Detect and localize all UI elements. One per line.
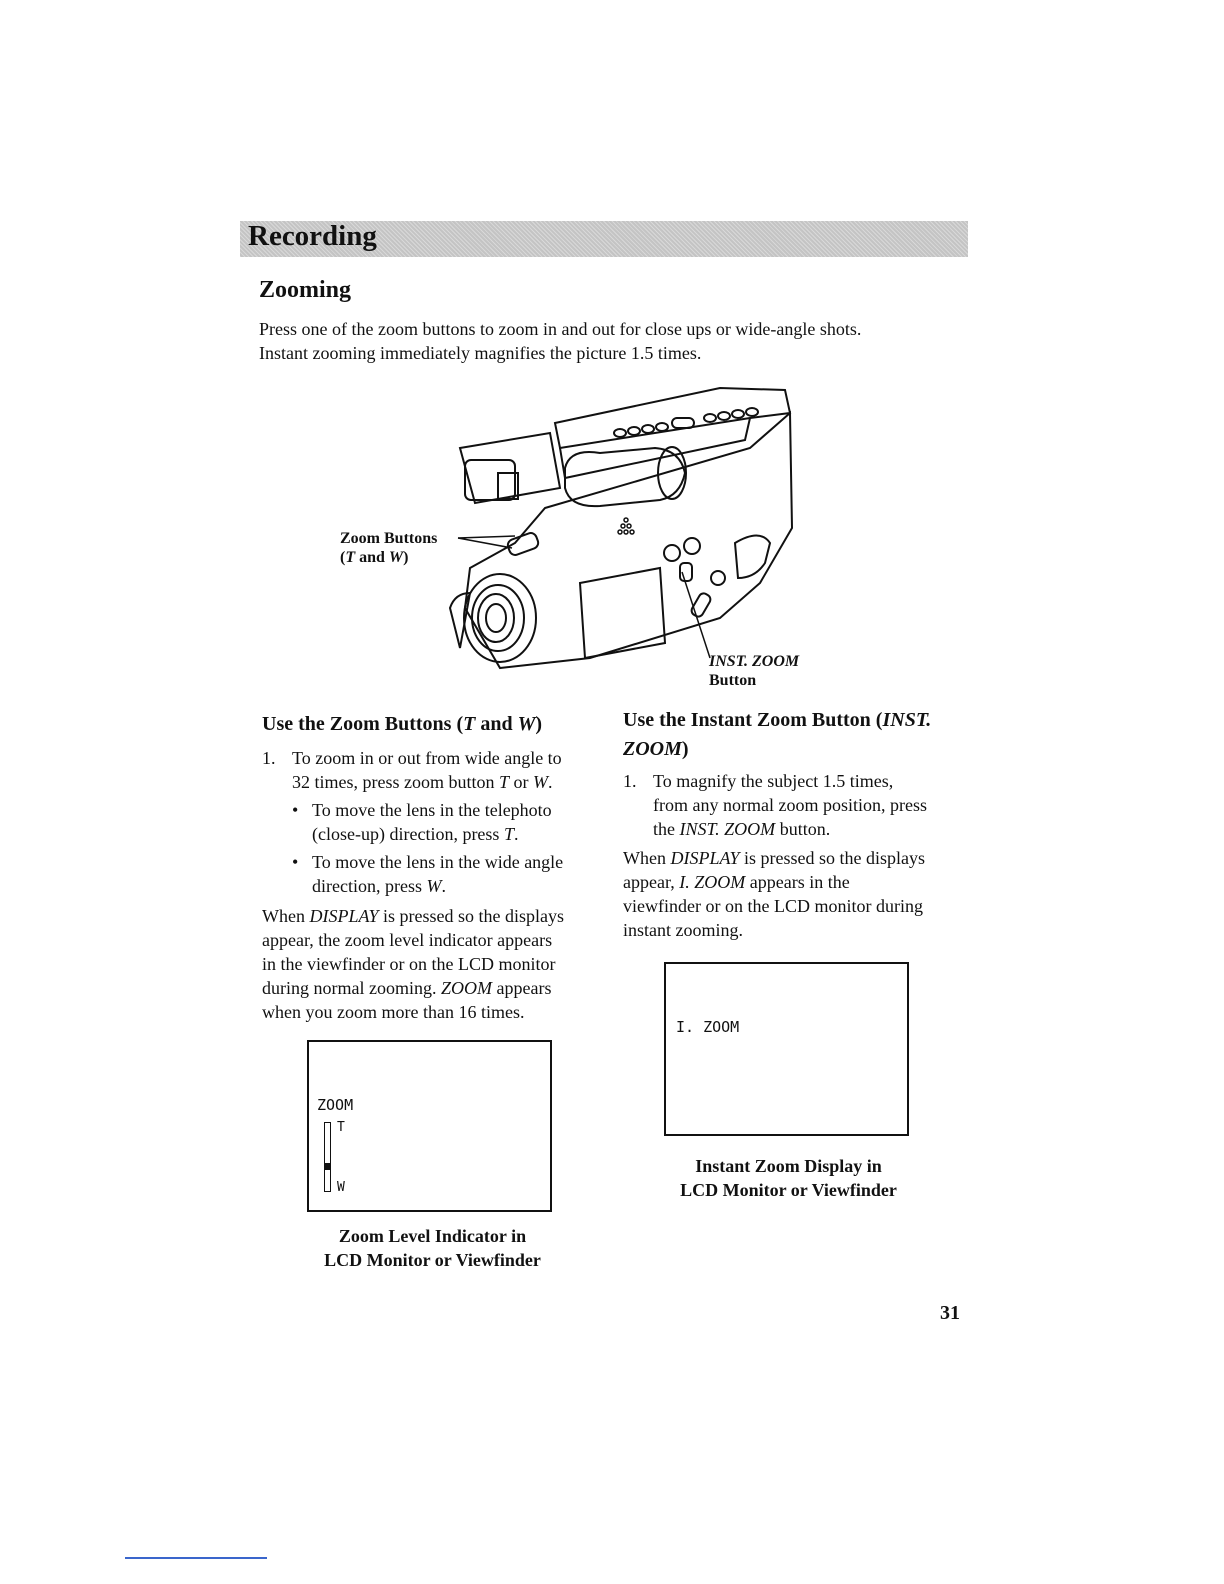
section-title: Recording [248,220,377,252]
zoom-buttons-label-and: and [355,549,389,566]
zoom-buttons-callout-line [458,538,512,548]
speaker-grille [618,518,634,534]
inst-zoom-label-line1: INST. ZOOM [709,653,800,670]
left-para-line2: appear, the zoom level indicator appears [262,930,553,950]
left-paragraph [262,904,564,1024]
zoom-level-screen [307,1040,552,1212]
left-heading-and: and [475,713,518,735]
screen-t-label: T [337,1120,345,1135]
left-step1-number: 1. [262,748,276,768]
zoom-level-caption-line1: Zoom Level Indicator in [338,1226,527,1246]
footer-rule [125,1557,267,1559]
inst-zoom-label-line2: Button [709,672,757,689]
left-step1-or: or [509,772,533,792]
left-step1-line1: To zoom in or out from wide angle to [292,748,562,768]
left-bullet2-line2-pre: direction, press [312,876,427,896]
left-para-line3: in the viewfinder or on the LCD monitor [262,954,556,974]
right-step1-line3-pre: the [653,819,680,839]
left-para-display: DISPLAY [309,906,379,926]
right-step1-inst-zoom: INST. ZOOM [679,819,776,839]
right-para-line3: viewfinder or on the LCD monitor during [623,896,923,916]
zoom-buttons-label-line1: Zoom Buttons [340,530,438,547]
left-step1-line2-post: . [548,772,553,792]
right-para-line2 [623,870,925,894]
right-para-izoom: I. ZOOM [679,872,746,892]
instant-zoom-caption [656,1154,921,1202]
right-para-line2-post: appears in the [745,872,850,892]
instant-zoom-caption-line2: LCD Monitor or Viewfinder [680,1180,897,1200]
page-number: 31 [940,1302,960,1324]
right-step1 [623,769,927,841]
right-para-line2-pre: appear, [623,872,680,892]
left-bullet1-line2 [292,822,552,846]
zoom-buttons-label-paren-open: ( [340,549,346,566]
lens [464,574,536,662]
right-heading-zoom: ZOOM [623,738,682,760]
left-step1 [262,746,562,794]
camcorder-illustration [420,378,840,678]
left-bullet1-line2-post: . [513,824,519,844]
left-para-line1 [262,904,564,928]
left-step1-line2-pre: 32 times, press zoom button [292,772,499,792]
instant-zoom-caption-line1: Instant Zoom Display in [695,1156,882,1176]
top-buttons [614,408,758,437]
left-para-line5: when you zoom more than 16 times. [262,1002,525,1022]
left-bullet2-line2-post: . [441,876,446,896]
right-para-line1-pre: When [623,848,671,868]
viewfinder [460,433,560,503]
zoom-buttons-label-paren-close: ) [403,549,409,566]
left-heading-w: W [517,713,536,735]
zoom-level-bar [324,1122,331,1192]
left-heading [262,710,542,739]
right-heading-pre: Use the Instant Zoom Button ( [623,709,883,731]
inst-zoom-label [709,652,799,690]
zooming-heading: Zooming [259,277,352,303]
left-para-line4-pre: during normal zooming. [262,978,441,998]
section-banner [240,221,968,257]
left-bullet-2 [292,850,563,898]
zoom-buttons-label-t: T [345,549,356,566]
right-paragraph [623,846,925,942]
zoom-level-marker [325,1163,330,1170]
left-step1-t: T [498,772,509,792]
left-bullet1-t: T [503,824,514,844]
screen-w-label: W [337,1180,345,1195]
bullet-icon: • [292,800,299,820]
right-step1-line2: from any normal zoom position, press [653,795,927,815]
right-step1-line3 [623,817,927,841]
right-para-line1 [623,846,925,870]
zooming-intro: Press one of the zoom buttons to zoom in and out for close ups or wide-angle shots. Instant zooming immediately magnifies the picture 1.5 times. [259,319,862,363]
zoom-level-caption [300,1224,565,1272]
right-step1-number: 1. [623,771,637,791]
left-para-line4-post: appears [492,978,552,998]
left-heading-post: ) [535,713,543,735]
right-para-display: DISPLAY [670,848,740,868]
zoom-buttons-label-w: W [388,549,404,566]
right-heading-inst: INST. [882,709,932,731]
right-step1-line3-post: button. [775,819,831,839]
left-para-line1-post: is pressed so the displays [378,906,564,926]
left-para-line1-pre: When [262,906,310,926]
right-heading [623,706,968,764]
left-bullet-1 [292,798,552,846]
right-step1-line1: To magnify the subject 1.5 times, [653,771,894,791]
zoom-buttons-label-line2 [340,548,437,567]
instant-zoom-screen [664,962,909,1136]
left-bullet2-w: W [426,876,442,896]
left-step1-w: W [533,772,548,792]
left-bullet1-line1: To move the lens in the telephoto [312,800,552,820]
camera-handle [555,388,790,448]
zoom-level-caption-line2: LCD Monitor or Viewfinder [324,1250,541,1270]
left-para-zoom: ZOOM [440,978,492,998]
right-para-line4: instant zooming. [623,920,743,940]
left-bullet1-line2-pre: (close-up) direction, press [312,824,504,844]
left-bullet2-line2 [292,874,563,898]
lcd-panel [580,568,665,658]
bullet-icon: • [292,852,299,872]
left-para-line4 [262,976,564,1000]
zoom-buttons-label [340,529,437,567]
left-heading-pre: Use the Zoom Buttons ( [262,713,464,735]
screen-zoom-text: ZOOM [317,1096,354,1114]
screen-izoom-text: I. ZOOM [676,1018,740,1036]
left-bullet2-line1: To move the lens in the wide angle [312,852,564,872]
left-step1-line2 [262,770,562,794]
zoom-buttons-callout-line-2 [458,536,515,538]
right-para-line1-post: is pressed so the displays [739,848,925,868]
left-heading-t: T [463,713,476,735]
right-heading-post: ) [681,738,689,760]
inst-zoom-callout-line [682,572,710,658]
